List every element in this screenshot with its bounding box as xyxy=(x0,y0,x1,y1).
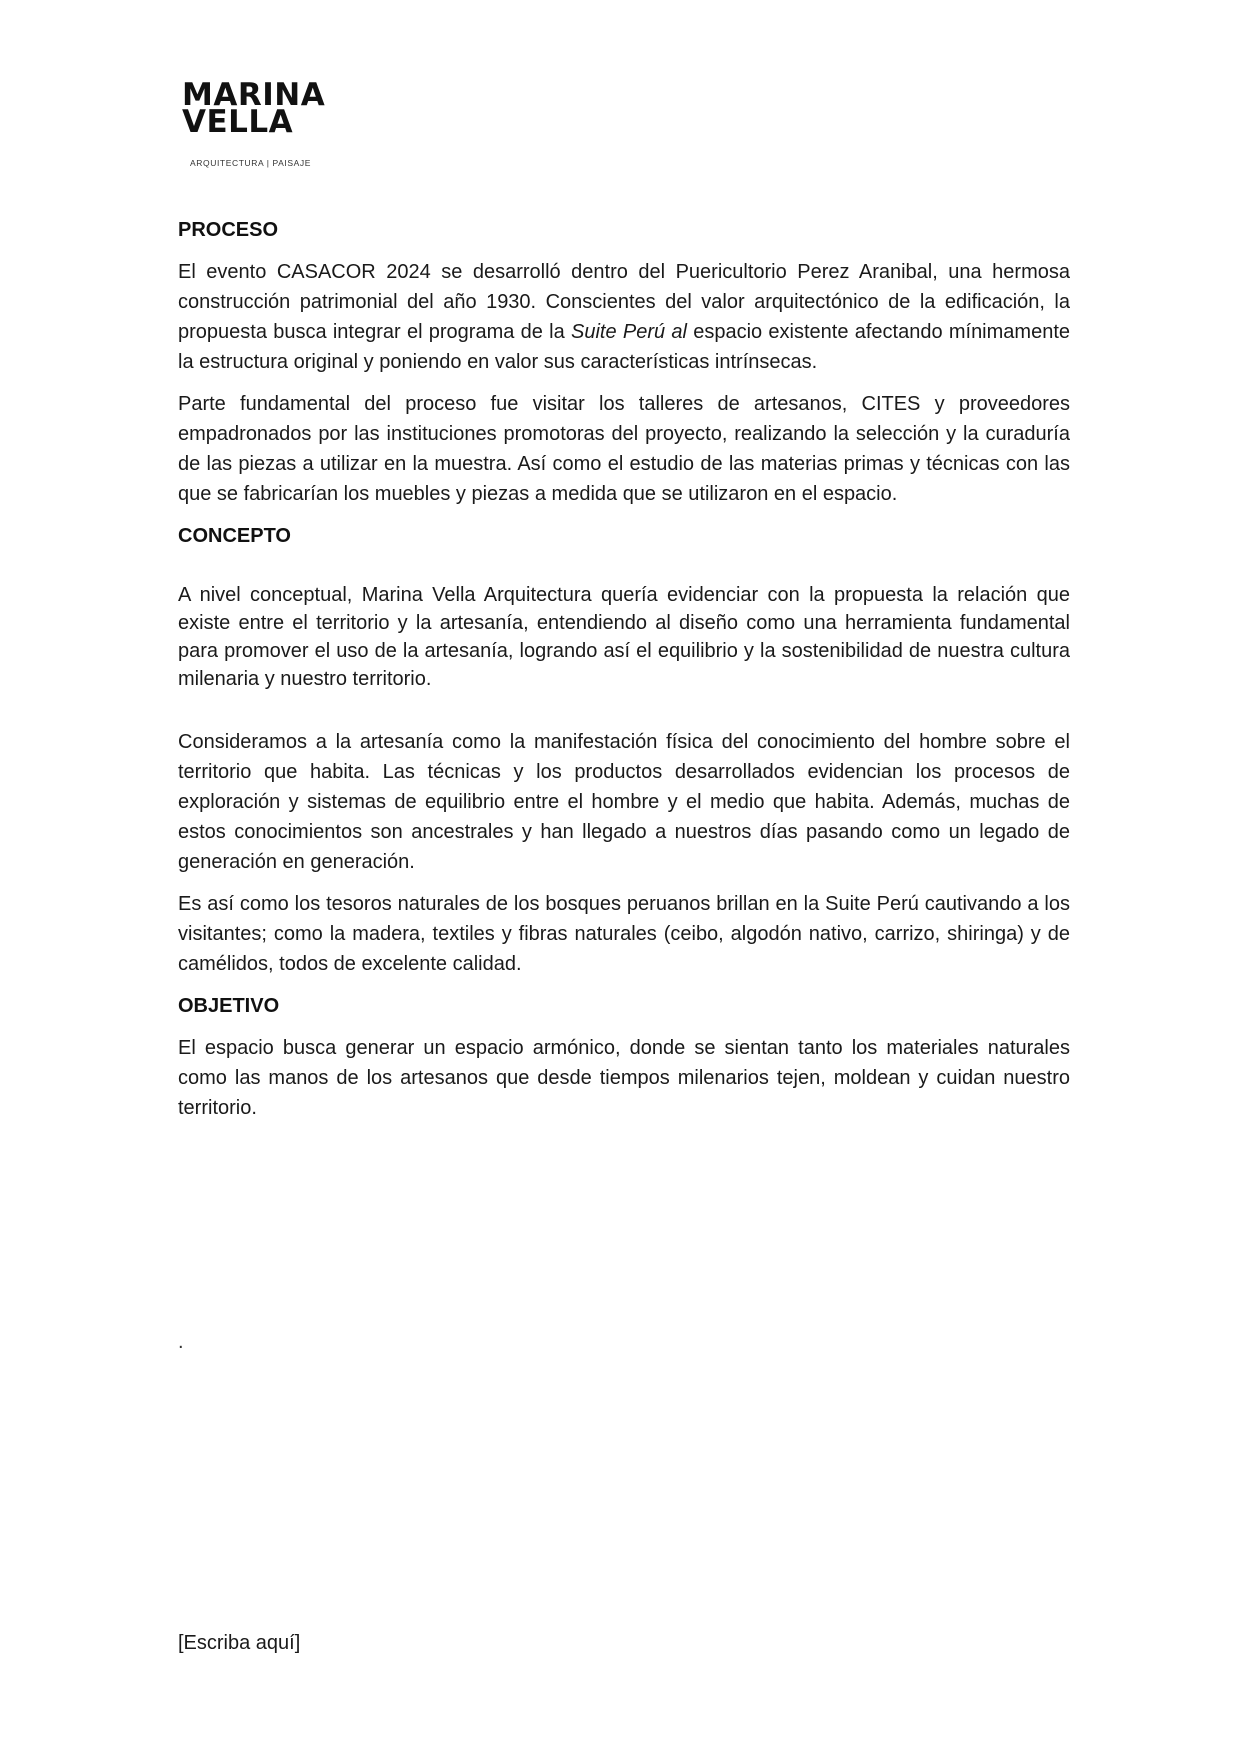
paragraph-concepto-1: A nivel conceptual, Marina Vella Arquitectura quería evidenciar con la propuesta la relación que existe entre el territorio y la artesanía, entendiendo al diseño como una herramienta fundamental para promover el uso de la artesanía, logrando así el equilibrio y la sostenibilidad de nuestra cultura milenaria y nuestro territorio. xyxy=(178,584,1070,690)
heading-concepto: CONCEPTO xyxy=(178,525,291,547)
logo-line-marina: MARINA xyxy=(182,77,326,113)
logo-line-vella: VELLA xyxy=(182,104,294,140)
paragraph-objetivo-1: El espacio busca generar un espacio armónico, donde se sientan tanto los materiales naturales como las manos de los artesanos que desde tiempos milenarios tejen, moldean y cuidan nuestro territorio. xyxy=(178,1037,1070,1119)
company-logo xyxy=(182,77,362,168)
paragraph-proceso-2: Parte fundamental del proceso fue visitar los talleres de artesanos, CITES y proveedores empadronados por las instituciones promotoras del proyecto, realizando la selección y la curaduría de las piezas a utilizar en la muestra. Así como el estudio de las materias primas y técnicas con las que se fabricarían los muebles y piezas a medida que se utilizaron en el espacio. xyxy=(178,393,1070,505)
paragraph-proceso-1-end: espacio existente afectando mínimamente la estructura original y poniendo en valor sus características intrínsecas. xyxy=(178,321,1070,373)
heading-objetivo: OBJETIVO xyxy=(178,995,280,1017)
logo-subtitle: ARQUITECTURA | PAISAJE xyxy=(190,158,312,168)
paragraph-concepto-2: Consideramos a la artesanía como la manifestación física del conocimiento del hombre sobre el territorio que habita. Las técnicas y los productos desarrollados evidencian los procesos de exploración y sistemas de equilibrio entre el hombre y el medio que habita. Además, muchas de estos conocimientos son ancestrales y han llegado a nuestros días pasando como un legado de generación en generación. xyxy=(178,731,1070,873)
heading-proceso: PROCESO xyxy=(178,219,279,241)
footer-placeholder[interactable]: [Escriba aquí] xyxy=(178,1632,301,1654)
paragraph-proceso-1 xyxy=(178,257,1070,377)
stray-period-mark: . xyxy=(178,1331,184,1353)
paragraph-proceso-1-start: El evento CASACOR 2024 se desarrolló dentro del Puericultorio Perez Aranibal, una hermosa construcción patrimonial del año 1930. Conscientes del valor arquitectónico de la edificación, la propuesta busca integrar el programa de la xyxy=(178,261,1070,343)
document-body xyxy=(178,215,1070,1135)
paragraph-concepto-3: Es así como los tesoros naturales de los bosques peruanos brillan en la Suite Perú cautivando a los visitantes; como la madera, textiles y fibras naturales (ceibo, algodón nativo, carrizo, shiringa) y de camélidos, todos de excelente calidad. xyxy=(178,893,1070,975)
paragraph-proceso-1-italic: Suite Perú al xyxy=(571,321,687,343)
